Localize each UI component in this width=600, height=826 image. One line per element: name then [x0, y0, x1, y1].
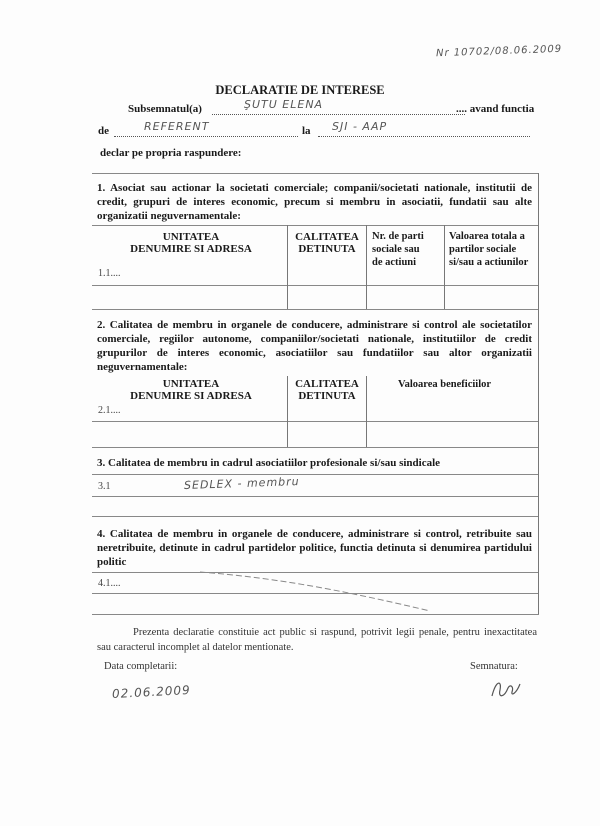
signature [486, 676, 526, 707]
la-label: la [302, 125, 311, 137]
declar-label: declar pe propria raspundere: [100, 147, 242, 159]
footer-statement: Prezenta declaratie constituie act public si raspund, potrivit legii penale, pentru inexactitatea sau caracterul incomplet al datelor mentionate. [97, 627, 537, 653]
section3-row-value: SEDLEX - membru [183, 474, 300, 493]
functia-value: REFERENT [144, 120, 210, 133]
subsemnatul-value: ŞUTU ELENA [244, 98, 324, 111]
section1-col-nr-parti: Nr. de parti sociale sau de actiuni [372, 231, 424, 268]
section2-row-label: 2.1.... [98, 405, 121, 416]
section1-row-label: 1.1.... [98, 268, 121, 279]
signature-label: Semnatura: [470, 661, 518, 672]
section1-col-unitatea: UNITATEA DENUMIRE SI ADRESA [130, 231, 252, 255]
subsemnatul-label: Subsemnatul(a) [128, 103, 202, 115]
section1-heading: 1. Asociat sau actionar la societati comerciale; companii/societati nationale, institutii de credit, grupuri de interes economic, precum si membru in asociatii, fundatii sau alte organizatii neguvernamentale: [97, 182, 532, 222]
date-value: 02.06.2009 [111, 682, 192, 702]
section2-col-calitatea: CALITATEA DETINUTA [295, 378, 359, 402]
avand-functia-label: .... avand functia [456, 103, 535, 115]
registration-number: Nr 10702/08.06.2009 [435, 43, 563, 60]
de-label: de [98, 125, 109, 137]
la-value: SJI - AAP [332, 120, 388, 133]
document-title: DECLARATIE DE INTERESE [215, 83, 385, 97]
section4-heading: 4. Calitatea de membru in organele de conducere, administrare si control, retribuite sau neretribuite, detinute in cadrul partidelor politice, functia detinuta si denumirea partidului politic [97, 528, 532, 568]
date-label: Data completarii: [104, 661, 178, 672]
section1-col-calitatea: CALITATEA DETINUTA [295, 231, 359, 255]
section1-col-valoarea: Valoarea totala a partilor sociale si/sau a actiunilor [449, 231, 529, 268]
section2-col-unitatea: UNITATEA DENUMIRE SI ADRESA [130, 378, 252, 402]
section2-heading: 2. Calitatea de membru in organele de conducere, administrare si control ale societatilor comerciale, regiilor autonome, companiilor/societati nationale, institutiilor de credit grupurilor de interes economic, asociatiilor sau fundatiilor sau altor organizatii neguvernamentale: [97, 319, 532, 373]
section3-row-label: 3.1 [98, 481, 111, 492]
section4-row-label: 4.1.... [98, 578, 121, 589]
section3-heading: 3. Calitatea de membru in cadrul asociatiilor profesionale si/sau sindicale [97, 457, 441, 469]
section2-col-valoarea: Valoarea beneficiilor [398, 379, 492, 390]
